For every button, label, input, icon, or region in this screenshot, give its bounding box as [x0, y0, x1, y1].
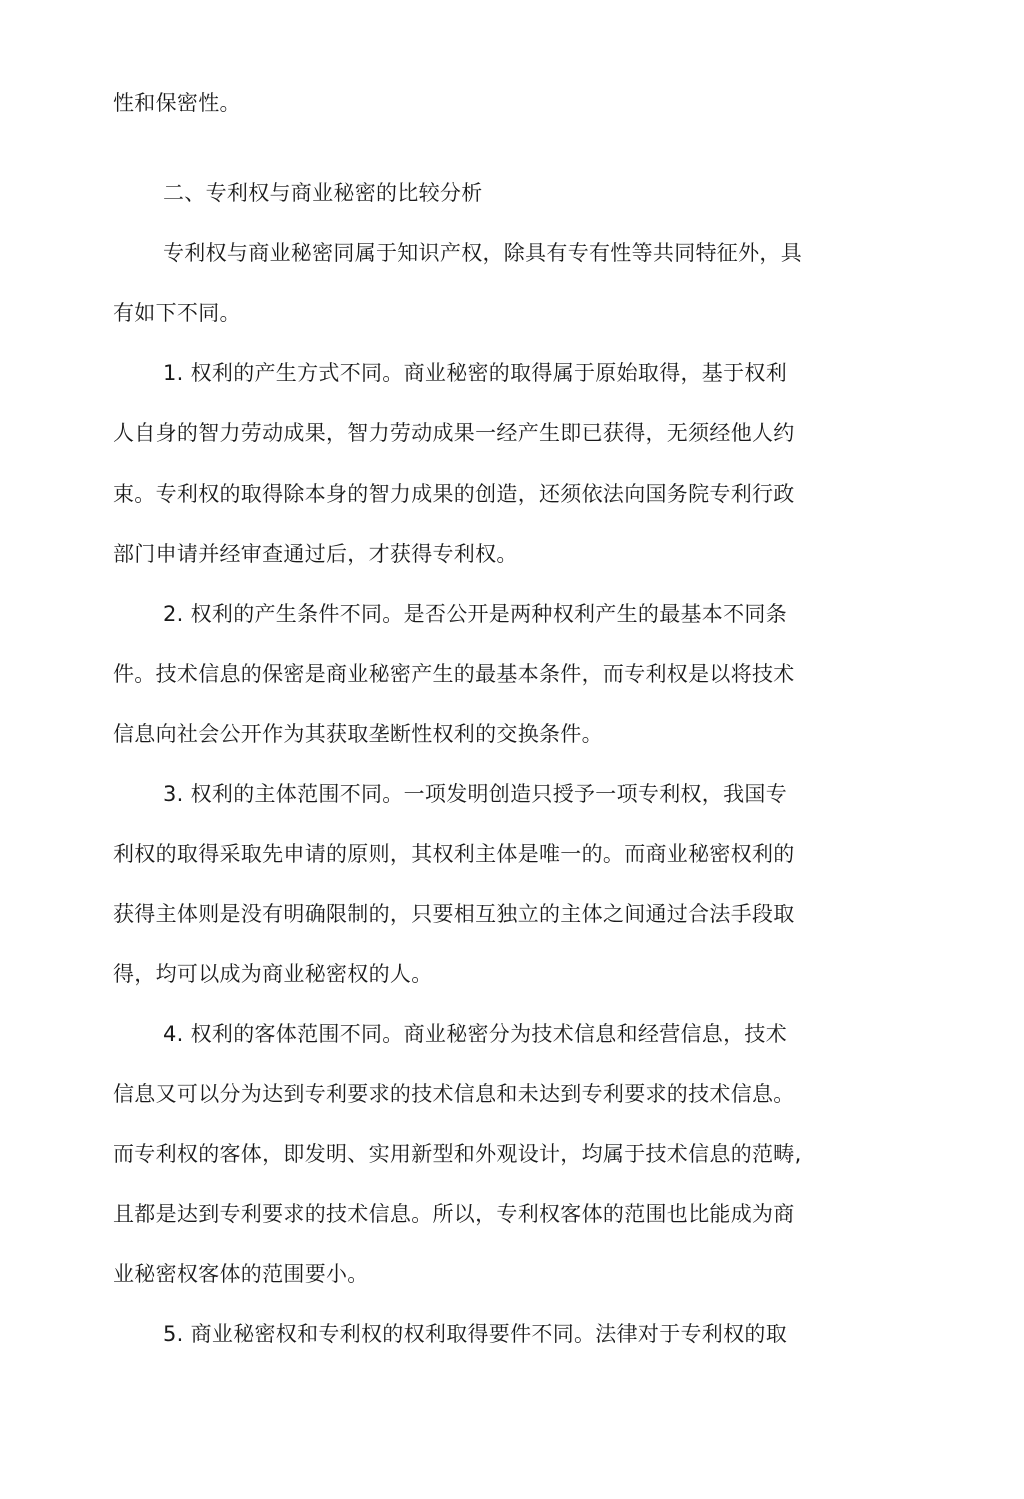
- paragraph-line: 信息向社会公开作为其获取垄断性权利的交换条件。: [113, 722, 603, 746]
- list-item-line: 1. 权利的产生方式不同。商业秘密的取得属于原始取得，基于权利: [163, 361, 788, 385]
- list-item-line: 5. 商业秘密权和专利权的权利取得要件不同。法律对于专利权的取: [163, 1322, 788, 1346]
- paragraph-line: 业秘密权客体的范围要小。: [113, 1262, 369, 1286]
- paragraph-line: 利权的取得采取先申请的原则，其权利主体是唯一的。而商业秘密权利的: [113, 842, 795, 866]
- text-line: 性和保密性。: [113, 91, 241, 115]
- paragraph-line: 信息又可以分为达到专利要求的技术信息和未达到专利要求的技术信息。: [113, 1082, 795, 1106]
- paragraph-line: 束。专利权的取得除本身的智力成果的创造，还须依法向国务院专利行政: [113, 482, 795, 506]
- paragraph-line: 件。技术信息的保密是商业秘密产生的最基本条件，而专利权是以将技术: [113, 662, 795, 686]
- paragraph-line: 有如下不同。: [113, 301, 241, 325]
- paragraph-line: 人自身的智力劳动成果，智力劳动成果一经产生即已获得，无须经他人约: [113, 421, 795, 445]
- paragraph-line: 部门申请并经审查通过后，才获得专利权。: [113, 542, 518, 566]
- paragraph-line: 获得主体则是没有明确限制的，只要相互独立的主体之间通过合法手段取: [113, 902, 795, 926]
- paragraph-line: 且都是达到专利要求的技术信息。所以，专利权客体的范围也比能成为商: [113, 1202, 795, 1226]
- list-item-line: 3. 权利的主体范围不同。一项发明创造只授予一项专利权，我国专: [163, 782, 788, 806]
- paragraph-line: 专利权与商业秘密同属于知识产权，除具有专有性等共同特征外，具: [163, 241, 802, 265]
- paragraph-line: 得，均可以成为商业秘密权的人。: [113, 962, 433, 986]
- list-item-line: 2. 权利的产生条件不同。是否公开是两种权利产生的最基本不同条: [163, 602, 788, 626]
- section-heading: 二、专利权与商业秘密的比较分析: [163, 181, 483, 205]
- paragraph-line: 而专利权的客体，即发明、实用新型和外观设计，均属于技术信息的范畴,: [113, 1142, 802, 1166]
- list-item-line: 4. 权利的客体范围不同。商业秘密分为技术信息和经营信息，技术: [163, 1022, 788, 1046]
